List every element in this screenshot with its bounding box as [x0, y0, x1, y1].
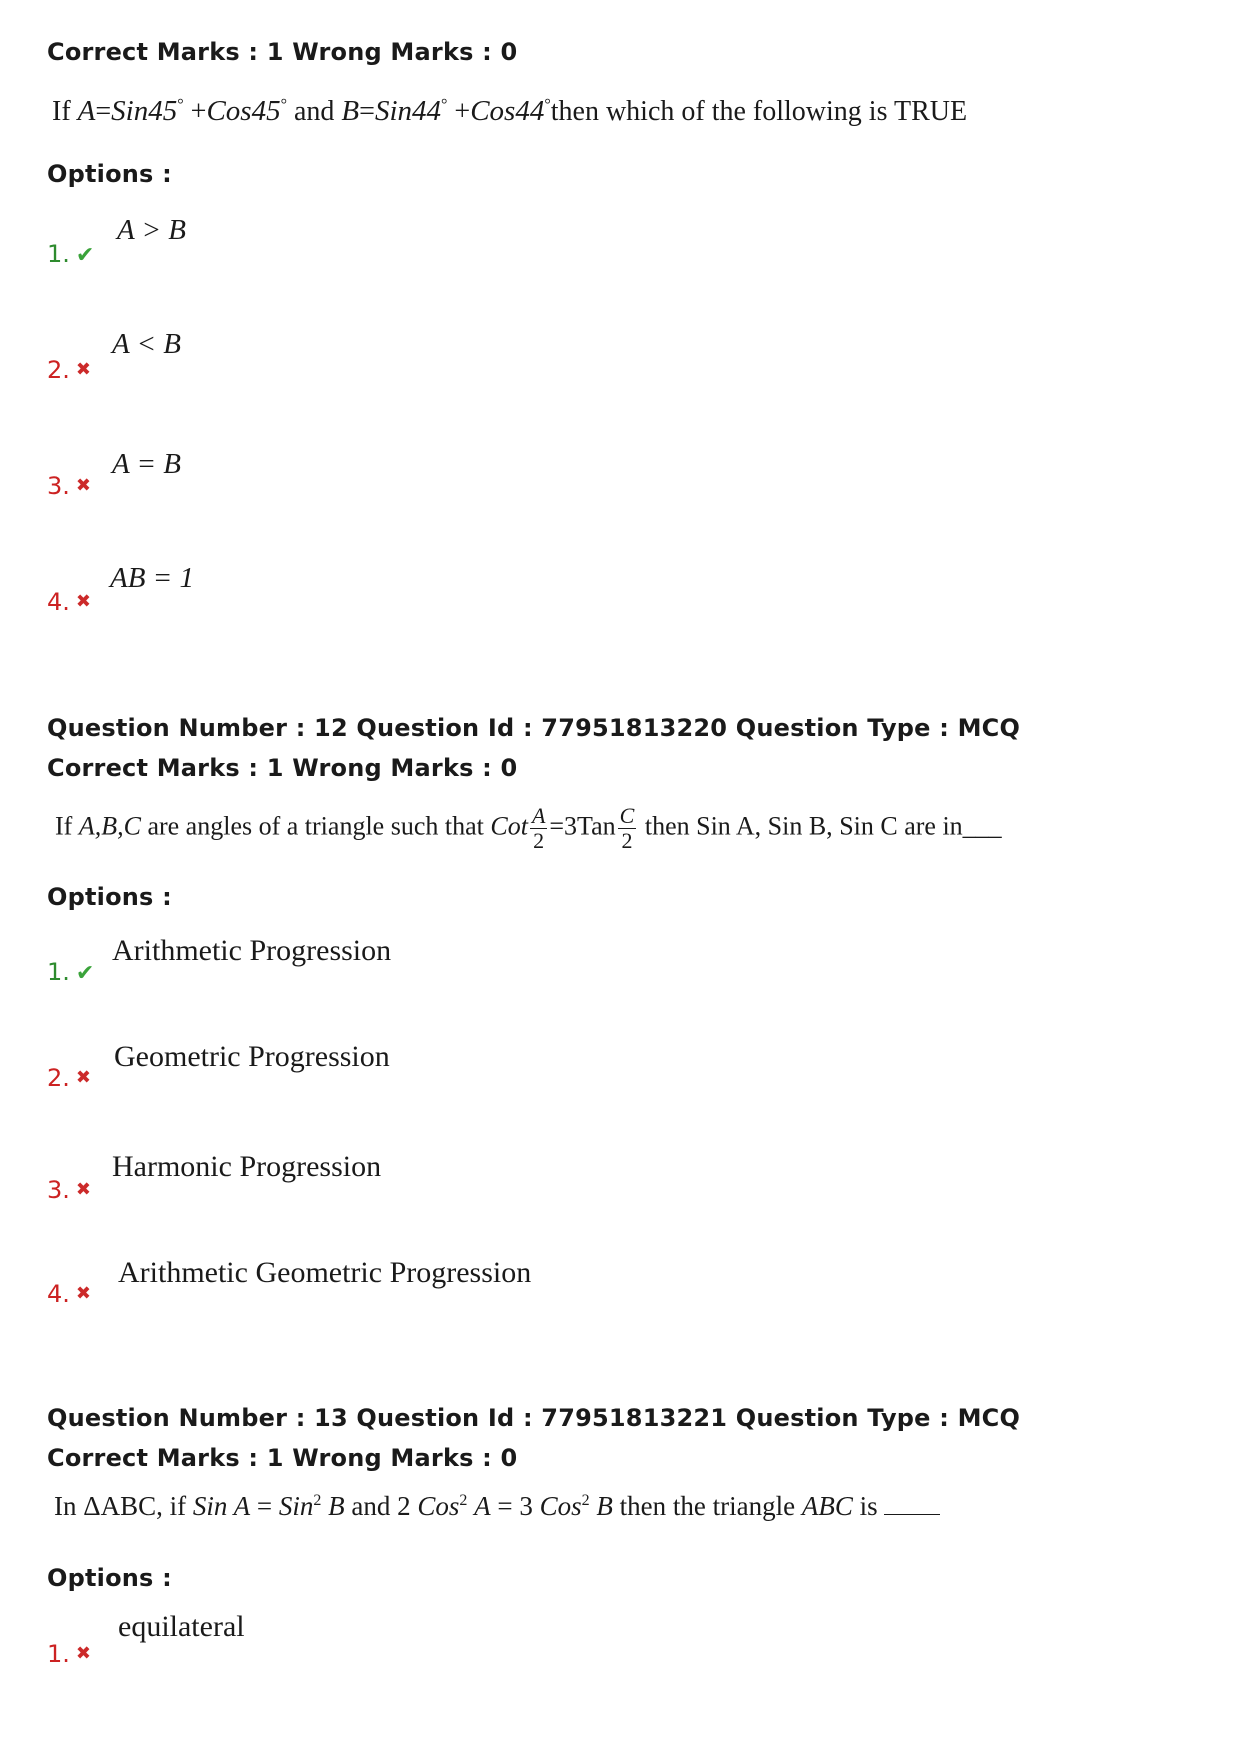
q11-eq2: =	[359, 96, 375, 127]
q13-marks: Correct Marks : 1 Wrong Marks : 0	[47, 1444, 518, 1472]
q12-frac-a	[530, 804, 547, 853]
q11-cos45: Cos45	[206, 95, 281, 127]
q11-sin44: Sin44	[374, 95, 441, 127]
cross-icon: ✖	[75, 475, 91, 496]
q11-option-3-index	[47, 472, 91, 500]
q11-sin45: Sin45	[111, 95, 178, 127]
q11-deg4: °	[544, 96, 551, 114]
option-number: 2.	[47, 1064, 70, 1092]
q13-a1: A	[474, 1491, 491, 1521]
q13-three: 3	[519, 1491, 533, 1521]
q12-sin-c: Sin C	[839, 811, 898, 841]
q12-option-4-index	[47, 1280, 91, 1308]
check-icon: ✔	[75, 243, 95, 268]
q11-deg3: °	[441, 96, 448, 114]
q12-sin-b: Sin B,	[767, 811, 833, 841]
q12-text-post: are in___	[904, 811, 1002, 841]
q11-option-2-text: A < B	[112, 328, 181, 360]
q11-option-3-text: A = B	[112, 448, 181, 480]
option-number: 1.	[47, 1640, 70, 1668]
q12-option-1-index	[47, 958, 94, 986]
q13-sin: Sin	[278, 1491, 314, 1521]
option-number: 2.	[47, 356, 70, 384]
option-number: 4.	[47, 1280, 70, 1308]
q12-option-2-text: Geometric Progression	[114, 1040, 390, 1073]
q13-question-text	[54, 1491, 940, 1522]
q13-sq3: 2	[581, 1492, 590, 1509]
q13-b1: B	[328, 1491, 345, 1521]
q13-text-post: then the triangle	[619, 1491, 796, 1521]
q11-option-1-text: A > B	[117, 214, 186, 246]
q13-cos-a: Cos	[417, 1491, 460, 1521]
q13-is: is	[859, 1491, 878, 1521]
q13-abc: ABC	[801, 1491, 853, 1521]
q11-option-2-index	[47, 356, 91, 384]
q13-eq1: =	[256, 1491, 273, 1521]
q12-options-label: Options :	[47, 883, 172, 911]
q11-marks: Correct Marks : 1 Wrong Marks : 0	[47, 38, 518, 66]
q13-header: Question Number : 13 Question Id : 77951813221 Question Type : MCQ	[47, 1404, 1021, 1432]
cross-icon: ✖	[75, 1067, 91, 1088]
option-number: 1.	[47, 240, 70, 268]
q13-answer-blank	[884, 1510, 940, 1515]
q12-text-mid: are angles of a triangle such that	[147, 811, 484, 841]
q11-question-text	[52, 95, 967, 128]
q13-options-label: Options :	[47, 1564, 172, 1592]
q13-two: 2	[397, 1491, 411, 1521]
q13-option-1-text: equilateral	[118, 1610, 245, 1643]
q11-eq: =	[95, 96, 112, 127]
q11-option-1-index	[47, 240, 94, 268]
q12-frac-a-top: A	[531, 803, 546, 828]
q13-cos-b: Cos	[539, 1491, 582, 1521]
q12-sin-a: Sin A,	[696, 811, 762, 841]
q11-text-post: then which of the following is TRUE	[550, 96, 968, 127]
cross-icon: ✖	[75, 591, 91, 612]
q11-cos44: Cos44	[470, 95, 545, 127]
q13-text-pre: In ΔABC, if	[54, 1491, 187, 1521]
q12-cot: Cot	[490, 811, 528, 841]
option-number: 3.	[47, 1176, 70, 1204]
q12-vars: A,B,C	[78, 811, 141, 841]
q11-and: and	[293, 96, 335, 127]
q12-frac-a-bot: 2	[533, 828, 545, 853]
q13-sq1: 2	[313, 1492, 322, 1509]
q11-options-label: Options :	[47, 160, 172, 188]
q11-deg1: °	[177, 96, 184, 114]
q11-plus1: +	[190, 96, 207, 127]
q13-eq2: =	[497, 1491, 513, 1521]
q12-option-2-index	[47, 1064, 91, 1092]
q11-deg2: °	[280, 96, 287, 114]
q11-a-var: A	[77, 95, 96, 127]
q12-option-3-index	[47, 1176, 91, 1204]
q12-header: Question Number : 12 Question Id : 77951813220 Question Type : MCQ	[47, 714, 1021, 742]
q12-eq-tan: =3Tan	[549, 811, 616, 841]
cross-icon: ✖	[75, 1179, 91, 1200]
q11-text-pre: If	[52, 96, 71, 127]
q12-option-4-text: Arithmetic Geometric Progression	[118, 1256, 532, 1289]
q11-plus2: +	[454, 96, 471, 127]
q12-question-text	[55, 804, 1002, 853]
q13-sq2: 2	[459, 1492, 468, 1509]
q11-b-var: B	[341, 95, 360, 127]
q12-option-1-text: Arithmetic Progression	[112, 934, 392, 967]
check-icon: ✔	[75, 961, 95, 986]
q11-option-4-text: AB = 1	[110, 562, 194, 594]
cross-icon: ✖	[75, 359, 91, 380]
option-number: 1.	[47, 958, 70, 986]
q12-frac-c-top: C	[619, 803, 635, 828]
cross-icon: ✖	[75, 1643, 91, 1664]
option-number: 4.	[47, 588, 70, 616]
q13-b2: B	[596, 1491, 613, 1521]
option-number: 3.	[47, 472, 70, 500]
cross-icon: ✖	[75, 1283, 91, 1304]
q13-option-1-index	[47, 1640, 91, 1668]
q11-option-4-index	[47, 588, 91, 616]
q13-sin-a: Sin A	[192, 1491, 251, 1521]
q12-frac-c-bot: 2	[621, 828, 633, 853]
q12-option-3-text: Harmonic Progression	[112, 1150, 382, 1183]
q12-frac-c	[618, 804, 637, 853]
q13-and: and	[351, 1491, 391, 1521]
q12-text-pre: If	[55, 811, 73, 841]
q12-marks: Correct Marks : 1 Wrong Marks : 0	[47, 754, 518, 782]
q12-then: then	[644, 811, 690, 841]
